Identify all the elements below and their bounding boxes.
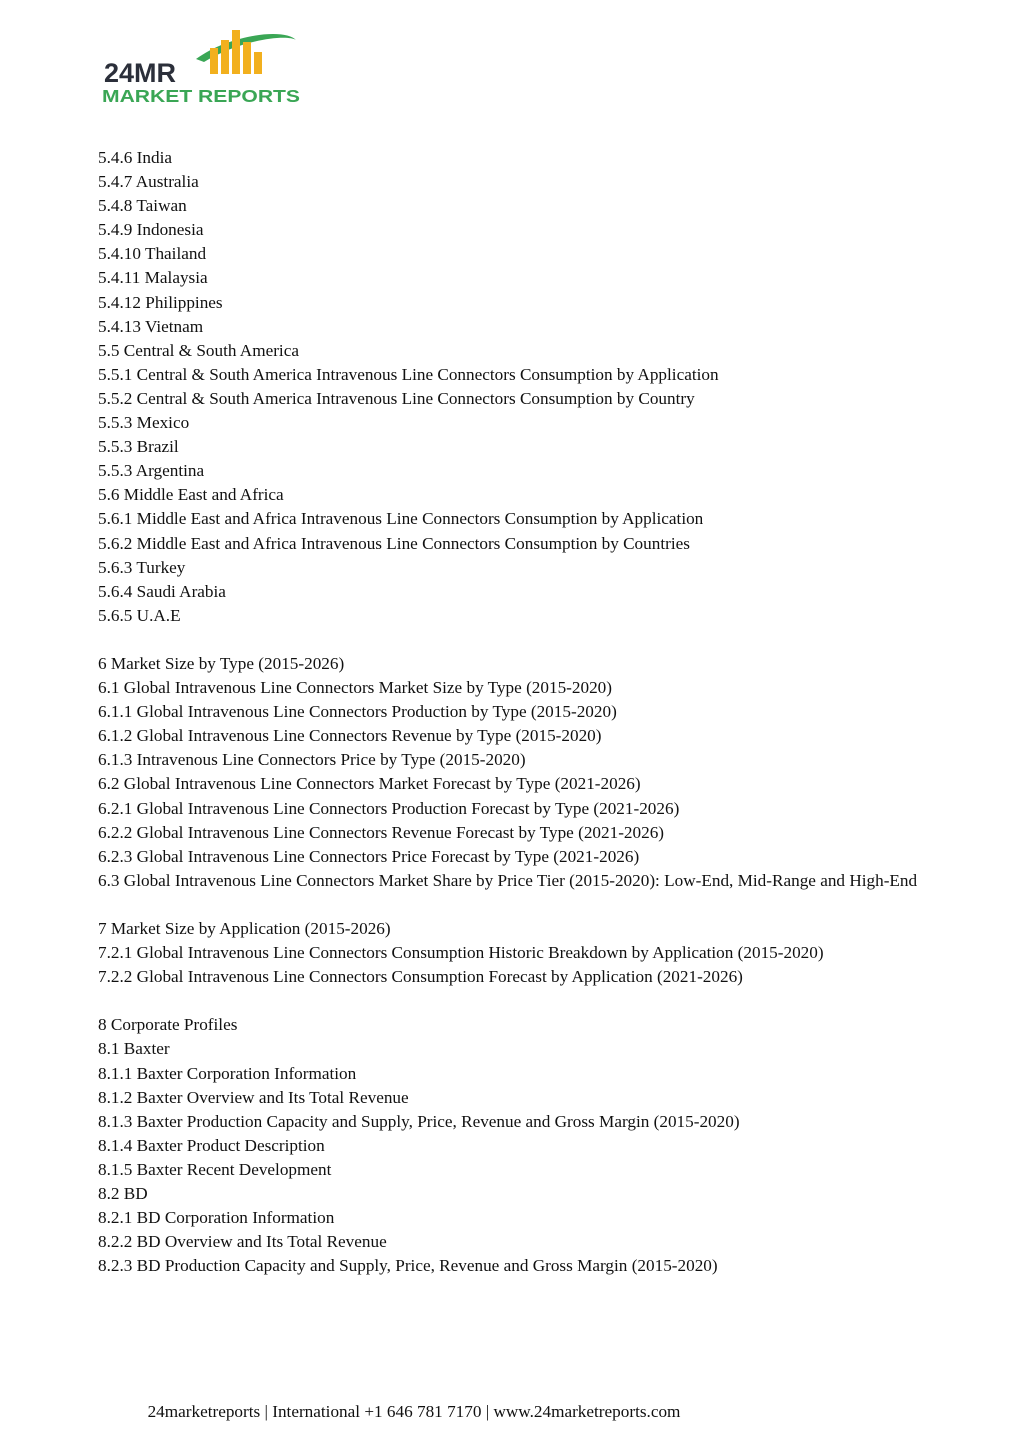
toc-entry: 5.4.11 Malaysia bbox=[98, 268, 208, 288]
toc-entry: 5.6.3 Turkey bbox=[98, 557, 186, 577]
toc-entry: 5.5.3 Argentina bbox=[98, 461, 205, 481]
section-spacer bbox=[98, 989, 938, 1013]
toc-entry: 5.4.10 Thailand bbox=[98, 244, 207, 264]
toc-entry: 5.5.3 Mexico bbox=[98, 413, 190, 433]
toc-entry: 5.4.7 Australia bbox=[98, 172, 199, 192]
toc-entry: 5.4.9 Indonesia bbox=[98, 220, 204, 240]
toc-entry: 8.2.3 BD Production Capacity and Supply, Price, Revenue and Gross Margin (2015-2020) bbox=[98, 1256, 718, 1276]
logo-bar-icon bbox=[210, 48, 218, 74]
logo-text-market-reports: MARKET REPORTS bbox=[102, 86, 300, 106]
toc-entry: 5.6.2 Middle East and Africa Intravenous Line Connectors Consumption by Countries bbox=[98, 533, 690, 553]
toc-entry: 6.1.2 Global Intravenous Line Connectors Revenue by Type (2015-2020) bbox=[98, 726, 602, 746]
toc-entry: 6.1.3 Intravenous Line Connectors Price by Type (2015-2020) bbox=[98, 750, 526, 770]
toc-entry: 5.6.4 Saudi Arabia bbox=[98, 581, 226, 601]
toc-entry: 8.1.5 Baxter Recent Development bbox=[98, 1159, 332, 1179]
logo-bar-icon bbox=[254, 52, 262, 74]
toc-entry: 6.2.1 Global Intravenous Line Connectors Production Forecast by Type (2021-2026) bbox=[98, 798, 680, 818]
logo-bar-icon bbox=[232, 30, 240, 74]
toc-entry: 5.4.12 Philippines bbox=[98, 292, 223, 312]
page-footer: 24marketreports | International +1 646 781 7170 | www.24marketreports.com bbox=[147, 1402, 681, 1421]
toc-entry: 7.2.1 Global Intravenous Line Connectors Consumption Historic Breakdown by Application (2015-2020) bbox=[98, 943, 824, 963]
toc-entry: 5.5.3 Brazil bbox=[98, 437, 179, 457]
toc-entry: 5.5 Central & South America bbox=[98, 340, 299, 360]
section-spacer bbox=[98, 893, 938, 917]
toc-entry: 5.6 Middle East and Africa bbox=[98, 485, 284, 505]
toc-entry: 5.6.1 Middle East and Africa Intravenous Line Connectors Consumption by Application bbox=[98, 509, 704, 529]
toc-entry: 5.6.5 U.A.E bbox=[98, 605, 181, 625]
toc-entry: 5.5.1 Central & South America Intravenous Line Connectors Consumption by Application bbox=[98, 364, 719, 384]
toc-entry: 5.4.6 India bbox=[98, 148, 172, 167]
logo-text-24mr: 24MR bbox=[104, 58, 177, 88]
toc-entry: 5.4.8 Taiwan bbox=[98, 196, 187, 216]
toc-entry: 6.3 Global Intravenous Line Connectors Market Share by Price Tier (2015-2020): Low-End, Mid-Range and High-End bbox=[98, 870, 918, 890]
toc-entry: 8 Corporate Profiles bbox=[98, 1015, 238, 1035]
toc-entry: 6.2.2 Global Intravenous Line Connectors Revenue Forecast by Type (2021-2026) bbox=[98, 822, 665, 842]
table-of-contents bbox=[98, 146, 938, 1278]
toc-entry: 8.1 Baxter bbox=[98, 1039, 170, 1059]
toc-entry: 6.1.1 Global Intravenous Line Connectors Production by Type (2015-2020) bbox=[98, 702, 617, 722]
toc-entry: 8.1.2 Baxter Overview and Its Total Revenue bbox=[98, 1087, 409, 1107]
toc-entry: 5.4.13 Vietnam bbox=[98, 316, 204, 336]
logo-bar-icon bbox=[221, 40, 229, 74]
toc-entry: 6 Market Size by Type (2015-2026) bbox=[98, 653, 345, 673]
logo-bar-icon bbox=[243, 42, 251, 74]
toc-entry: 6.1 Global Intravenous Line Connectors Market Size by Type (2015-2020) bbox=[98, 678, 612, 698]
toc-entry: 8.1.3 Baxter Production Capacity and Supply, Price, Revenue and Gross Margin (2015-2020) bbox=[98, 1111, 740, 1131]
toc-entry: 6.2 Global Intravenous Line Connectors Market Forecast by Type (2021-2026) bbox=[98, 774, 641, 794]
toc-entry: 5.5.2 Central & South America Intravenous Line Connectors Consumption by Country bbox=[98, 388, 695, 408]
toc-entry: 8.1.1 Baxter Corporation Information bbox=[98, 1063, 357, 1083]
toc-entry: 7 Market Size by Application (2015-2026) bbox=[98, 919, 391, 938]
logo-graphic bbox=[100, 26, 310, 110]
section-spacer bbox=[98, 628, 938, 652]
toc-entry: 8.2 BD bbox=[98, 1184, 148, 1204]
toc-entry: 8.1.4 Baxter Product Description bbox=[98, 1135, 325, 1155]
toc-entry: 8.2.2 BD Overview and Its Total Revenue bbox=[98, 1232, 387, 1252]
toc-entry: 7.2.2 Global Intravenous Line Connectors Consumption Forecast by Application (2021-2026) bbox=[98, 967, 743, 987]
toc-entry: 6.2.3 Global Intravenous Line Connectors Price Forecast by Type (2021-2026) bbox=[98, 846, 640, 866]
company-logo bbox=[100, 26, 310, 110]
toc-entry: 8.2.1 BD Corporation Information bbox=[98, 1208, 335, 1228]
